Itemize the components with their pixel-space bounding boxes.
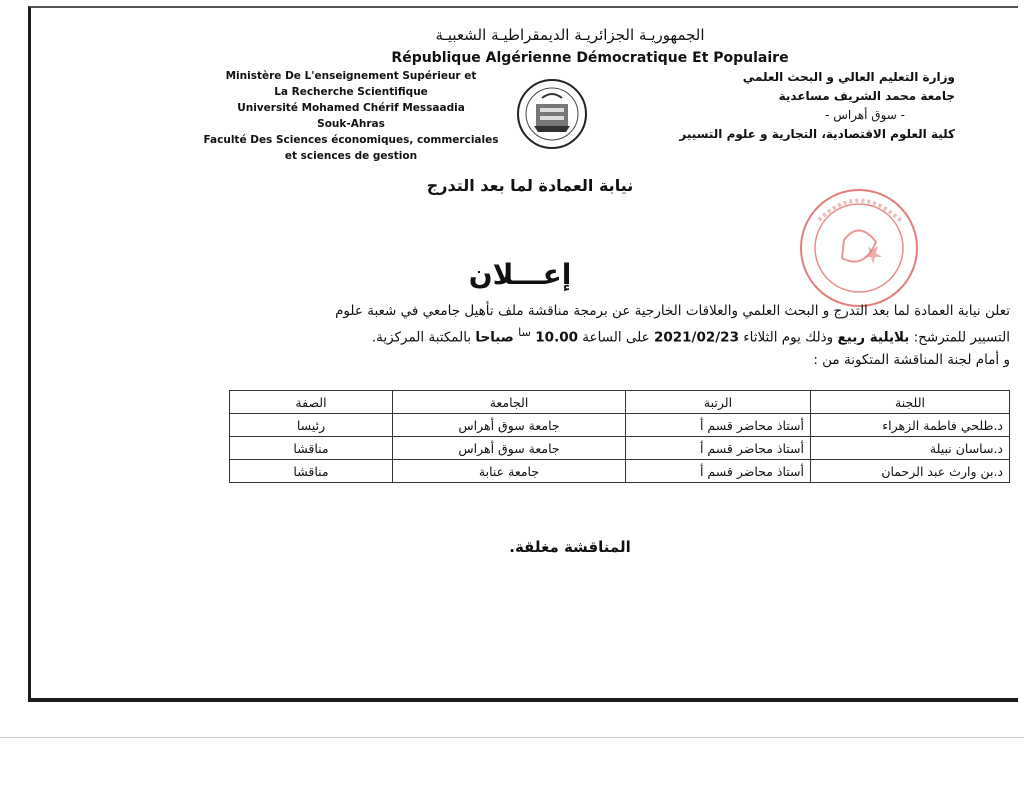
department-title: نيابة العمادة لما بعد التدرج — [426, 176, 634, 195]
closing-note: المناقشة مغلقة. — [509, 538, 631, 556]
fr-line: Ministère De L'enseignement Supérieur et — [225, 70, 477, 82]
time-unit: سا — [518, 326, 531, 339]
body-text: وذلك يوم الثلاثاء — [738, 329, 838, 346]
ar-line: كلية العلوم الاقتصادية، التجارية و علوم التسيير — [679, 127, 955, 141]
jury-table — [229, 390, 1010, 483]
candidate-name: بلايلية ربيع — [837, 329, 910, 346]
institution-french — [196, 68, 506, 164]
announcement-body — [80, 300, 1010, 371]
republic-title-french: République Algérienne Démocratique Et Populaire — [391, 50, 789, 66]
defense-date: 2021/02/23 — [653, 329, 739, 346]
body-line-2 — [80, 322, 1010, 349]
ar-line: - سوق أهراس - — [825, 108, 905, 122]
column-header: اللجنة — [811, 391, 1010, 414]
column-header: الصفة — [230, 391, 393, 414]
body-text: على الساعة — [577, 329, 654, 346]
member-role: مناقشا — [230, 460, 393, 483]
body-line-3: و أمام لجنة المناقشة المتكونة من : — [813, 351, 1010, 368]
member-rank: أستاذ محاضر قسم أ — [626, 414, 811, 437]
member-role: مناقشا — [230, 437, 393, 460]
member-university: جامعة عنابة — [393, 460, 626, 483]
fr-line: Souk-Ahras — [317, 118, 385, 130]
announcement-title: إعـــلان — [468, 258, 572, 291]
body-text: التسيير للمترشح: — [909, 329, 1010, 346]
table-row — [230, 437, 1010, 460]
ar-line: وزارة التعليم العالي و البحث العلمي — [742, 70, 955, 84]
fr-line: et sciences de gestion — [284, 150, 418, 162]
member-rank: أستاذ محاضر قسم أ — [626, 460, 811, 483]
table-header-row — [230, 391, 1010, 414]
period: صباحا — [475, 329, 514, 346]
table-row — [230, 460, 1010, 483]
member-name: د.طلحي فاطمة الزهراء — [811, 414, 1010, 437]
member-university: جامعة سوق أهراس — [393, 437, 626, 460]
body-text: بالمكتبة المركزية. — [371, 329, 476, 346]
member-name: د.بن وارث عبد الرحمان — [811, 460, 1010, 483]
column-header: الرتبة — [626, 391, 811, 414]
ar-line: جامعة محمد الشريف مساعدية — [778, 89, 955, 103]
defense-time: 10.00 — [535, 329, 578, 346]
member-role: رئيسا — [230, 414, 393, 437]
university-logo-icon — [516, 78, 588, 150]
institution-arabic — [655, 68, 955, 144]
fr-line: Faculté Des Sciences économiques, commerciales — [203, 134, 499, 146]
member-university: جامعة سوق أهراس — [393, 414, 626, 437]
fr-line: Université Mohamed Chérif Messaadia — [237, 102, 465, 114]
body-line-1: تعلن نيابة العمادة لما بعد التدرج و البحث العلمي والعلاقات الخارجية عن برمجة مناقشة ملف تأهيل جامعي في شعبة علوم — [335, 303, 1010, 319]
column-header: الجامعة — [393, 391, 626, 414]
page-edge-divider — [0, 737, 1024, 738]
member-name: د.ساسان نبيلة — [811, 437, 1010, 460]
fr-line: La Recherche Scientifique — [274, 86, 428, 98]
member-rank: أستاذ محاضر قسم أ — [626, 437, 811, 460]
table-row — [230, 414, 1010, 437]
republic-title-arabic: الجمهوريـة الجزائريـة الديمقراطيـة الشعبيـة — [435, 26, 705, 44]
official-stamp-icon — [784, 180, 934, 310]
